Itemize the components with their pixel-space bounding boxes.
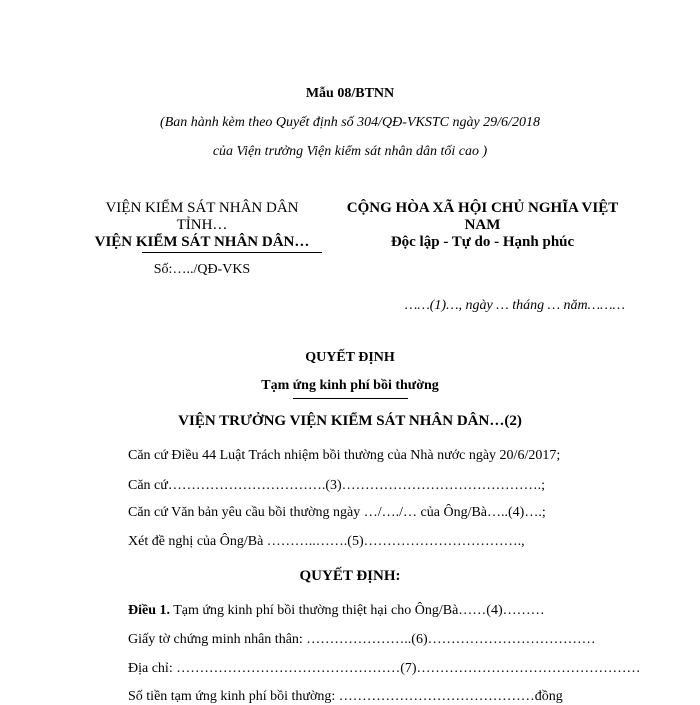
agency-line-2: TỈNH… [176,217,228,233]
decision-title: QUYẾT ĐỊNH [305,350,395,365]
national-motto: Độc lập - Tự do - Hạnh phúc [390,234,575,250]
issued-note-line-2: của Viện trưởng Viện kiểm sát nhân dân tối cao ) [212,144,488,159]
article-1-label: Điều 1. [128,603,170,618]
issued-note-line-1: (Ban hành kèm theo Quyết định số 304/QĐ-VKSTC ngày 29/6/2018 [160,115,540,130]
basis-line: Xét đề nghị của Ông/Bà ………..…….(5)……………………………., [128,534,525,549]
agency-underline [142,252,322,253]
country-name-line-1: CỘNG HÒA XÃ HỘI CHỦ NGHĨA VIỆT [346,200,619,216]
advance-amount-field: Số tiền tạm ứng kinh phí bồi thường: ……………………………………đồng [128,689,563,704]
basis-line: Căn cứ…………………………….(3)…………………………………….; [128,478,546,493]
subtitle-underline [293,398,408,399]
address-field: Địa chỉ: …………………………………………(7)………………………………………… [128,661,641,676]
identity-field: Giấy tờ chứng minh nhân thân: …………………..(6)……………………………… [128,632,596,647]
place-date: ……(1)…, ngày … tháng … năm……… [404,298,625,313]
decision-heading: QUYẾT ĐỊNH: [299,568,401,584]
agency-line-1: VIỆN KIỂM SÁT NHÂN DÂN [105,200,299,216]
authority-heading: VIỆN TRƯỞNG VIỆN KIỂM SÁT NHÂN DÂN…(2) [178,413,522,429]
decision-subtitle: Tạm ứng kinh phí bồi thường [261,378,439,393]
basis-line: Căn cứ Văn bản yêu cầu bồi thường ngày …/…./… của Ông/Bà…..(4)….; [128,505,546,520]
basis-line: Căn cứ Điều 44 Luật Trách nhiệm bồi thường của Nhà nước ngày 20/6/2017; [128,448,561,463]
country-name-line-2: NAM [464,217,501,233]
form-code: Mẫu 08/BTNN [305,86,395,101]
agency-name: VIỆN KIỂM SÁT NHÂN DÂN… [94,234,310,250]
article-1 [128,603,545,619]
article-1-text: Tạm ứng kinh phí bồi thường thiệt hại cho Ông/Bà……(4)……… [170,603,545,618]
document-number: Số:…../QĐ-VKS [153,262,251,277]
